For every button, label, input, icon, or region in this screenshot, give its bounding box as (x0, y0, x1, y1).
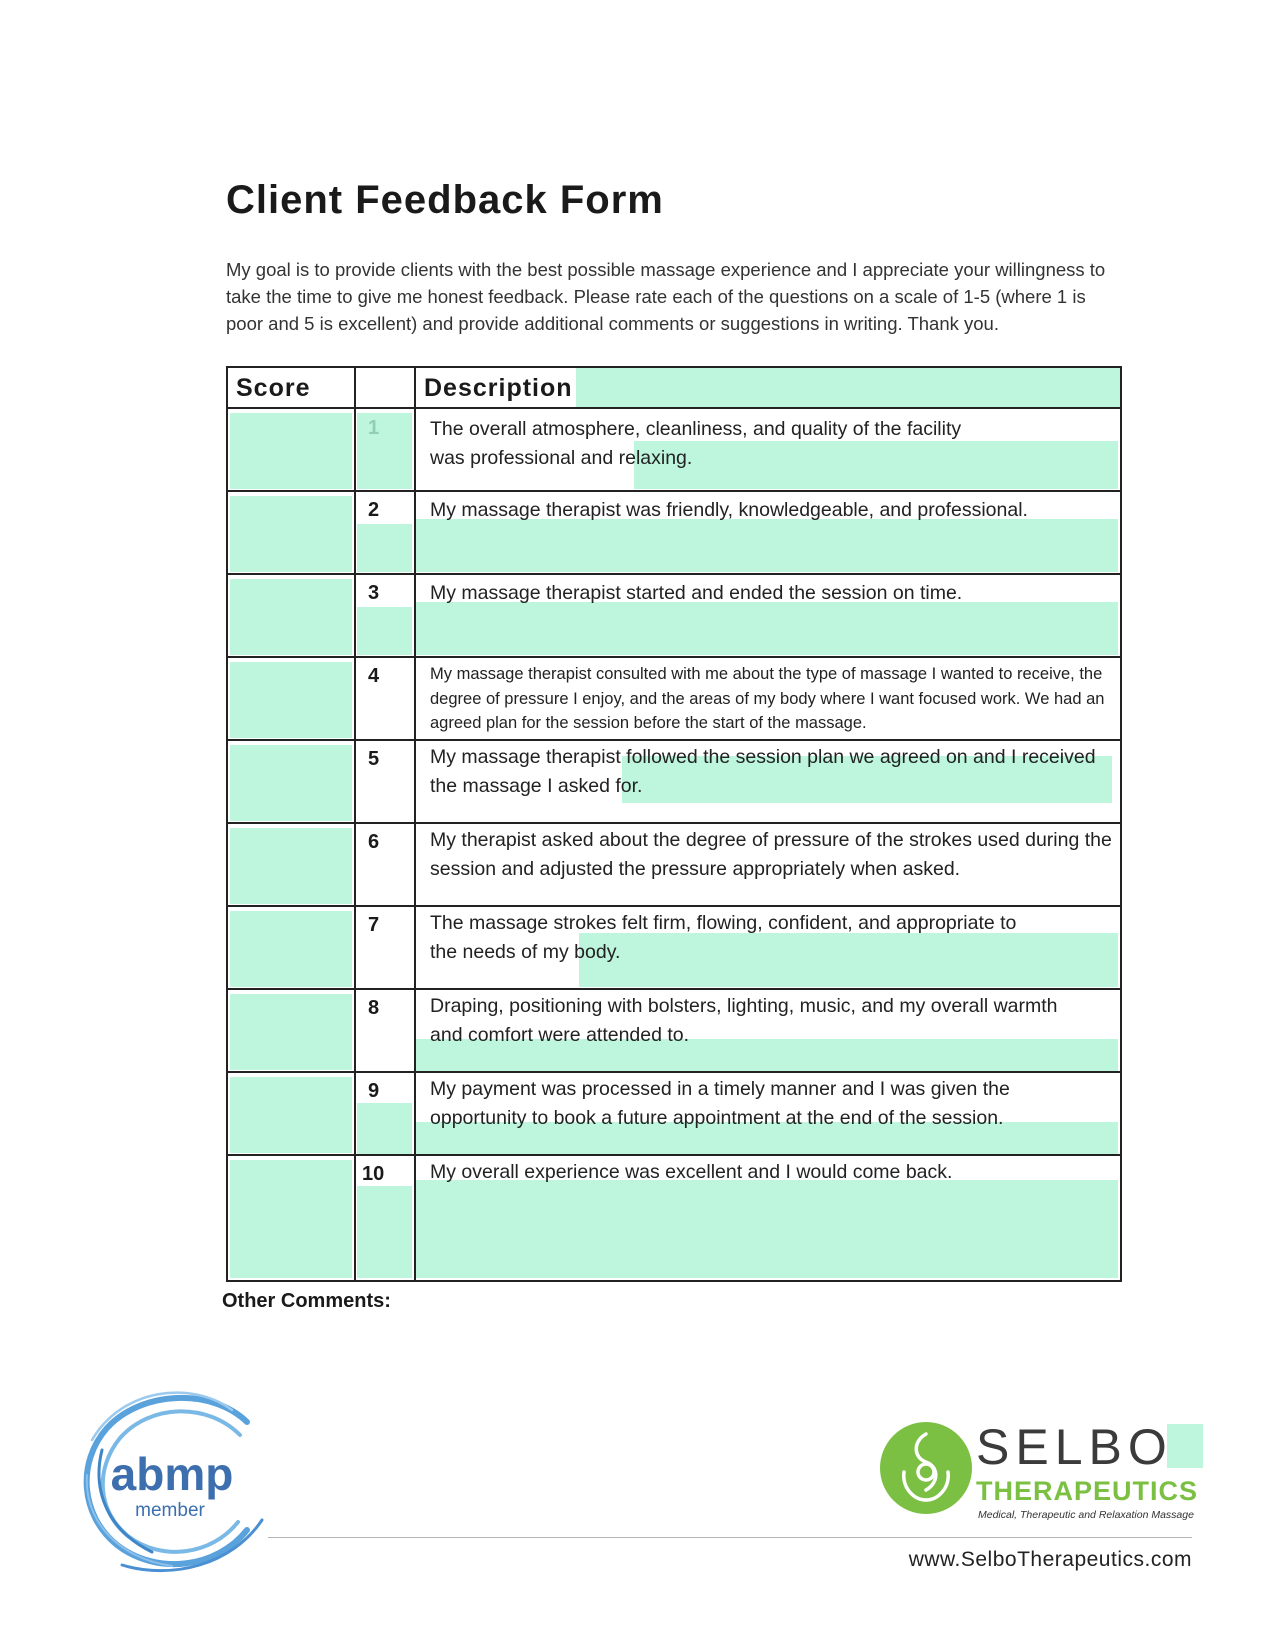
row-number: 7 (368, 914, 380, 936)
row-description: Draping, positioning with bolsters, lighting, music, and my overall warmth and comfort were attended to. (430, 995, 1058, 1046)
score-field[interactable] (230, 662, 352, 738)
row-number: 4 (368, 665, 380, 687)
score-field[interactable] (230, 1077, 352, 1153)
description-header-field[interactable] (571, 368, 1120, 407)
other-comments-label: Other Comments: (222, 1290, 391, 1312)
number-field[interactable] (357, 524, 412, 572)
comment-field[interactable] (416, 602, 1118, 655)
number-field[interactable] (357, 1103, 412, 1154)
comment-field[interactable] (416, 1180, 1118, 1278)
abmp-logo (62, 1380, 282, 1580)
row-number: 1 (368, 417, 380, 439)
row-number: 8 (368, 997, 380, 1019)
row-description: My payment was processed in a timely manner and I was given the opportunity to book a future appointment at the end of the session. (430, 1078, 1010, 1129)
number-header (356, 368, 416, 409)
score-field[interactable] (230, 413, 352, 489)
intro-paragraph: My goal is to provide clients with the best possible massage experience and I appreciate your willingness to take the time to give me honest feedback. Please rate each of the questions on a scale of 1-5 (where 1 is poor and 5 is excellent) and provide additional comments or suggestions in writing. Thank you. (226, 259, 1106, 334)
row-description: My massage therapist consulted with me about the type of massage I wanted to receive, the degree of pressure I enjoy, and the areas of my body where I want focused work. We had an agreed plan for the session before the start of the massage. (430, 665, 1105, 732)
row-description: My massage therapist was friendly, knowledgeable, and professional. (430, 499, 1028, 521)
row-description: The massage strokes felt firm, flowing, confident, and appropriate to the needs of my body. (430, 912, 1017, 963)
abmp-logo-sub: member (135, 1500, 205, 1521)
row-number: 5 (368, 748, 380, 770)
selbo-tagline: Medical, Therapeutic and Relaxation Massage (978, 1509, 1194, 1521)
feedback-table (226, 366, 1122, 1282)
number-field[interactable] (357, 1186, 412, 1278)
row-number: 3 (368, 582, 380, 604)
comment-field[interactable] (416, 519, 1118, 572)
score-field[interactable] (230, 994, 352, 1070)
score-field[interactable] (230, 579, 352, 655)
score-header: Score (236, 374, 311, 402)
website-link[interactable]: www.SelboTherapeutics.com (908, 1548, 1192, 1571)
row-number: 9 (368, 1080, 380, 1102)
score-field[interactable] (230, 911, 352, 987)
score-field[interactable] (230, 828, 352, 904)
score-field[interactable] (230, 745, 352, 821)
row-description: My massage therapist started and ended the session on time. (430, 582, 963, 604)
selbo-logo (880, 1412, 1205, 1528)
row-description: My overall experience was excellent and I would come back. (430, 1161, 953, 1183)
score-field[interactable] (230, 496, 352, 572)
page-title: Client Feedback Form (226, 178, 664, 222)
score-field[interactable] (230, 1160, 352, 1278)
row-description: My therapist asked about the degree of pressure of the strokes used during the session and adjusted the pressure appropriately when asked. (430, 829, 1112, 880)
row-number: 2 (368, 499, 380, 521)
selbo-name: SELBO (976, 1419, 1173, 1475)
description-header: Description (416, 368, 576, 409)
abmp-logo-name: abmp (110, 1448, 234, 1500)
row-description: My massage therapist followed the session plan we agreed on and I received the massage I asked for. (430, 746, 1096, 797)
footer-divider (268, 1537, 1192, 1538)
row-description: The overall atmosphere, cleanliness, and quality of the facility was professional and relaxing. (430, 418, 962, 469)
row-number: 10 (362, 1163, 385, 1185)
number-field[interactable] (357, 607, 412, 655)
selbo-sub: THERAPEUTICS (976, 1476, 1199, 1506)
row-number: 6 (368, 831, 380, 853)
